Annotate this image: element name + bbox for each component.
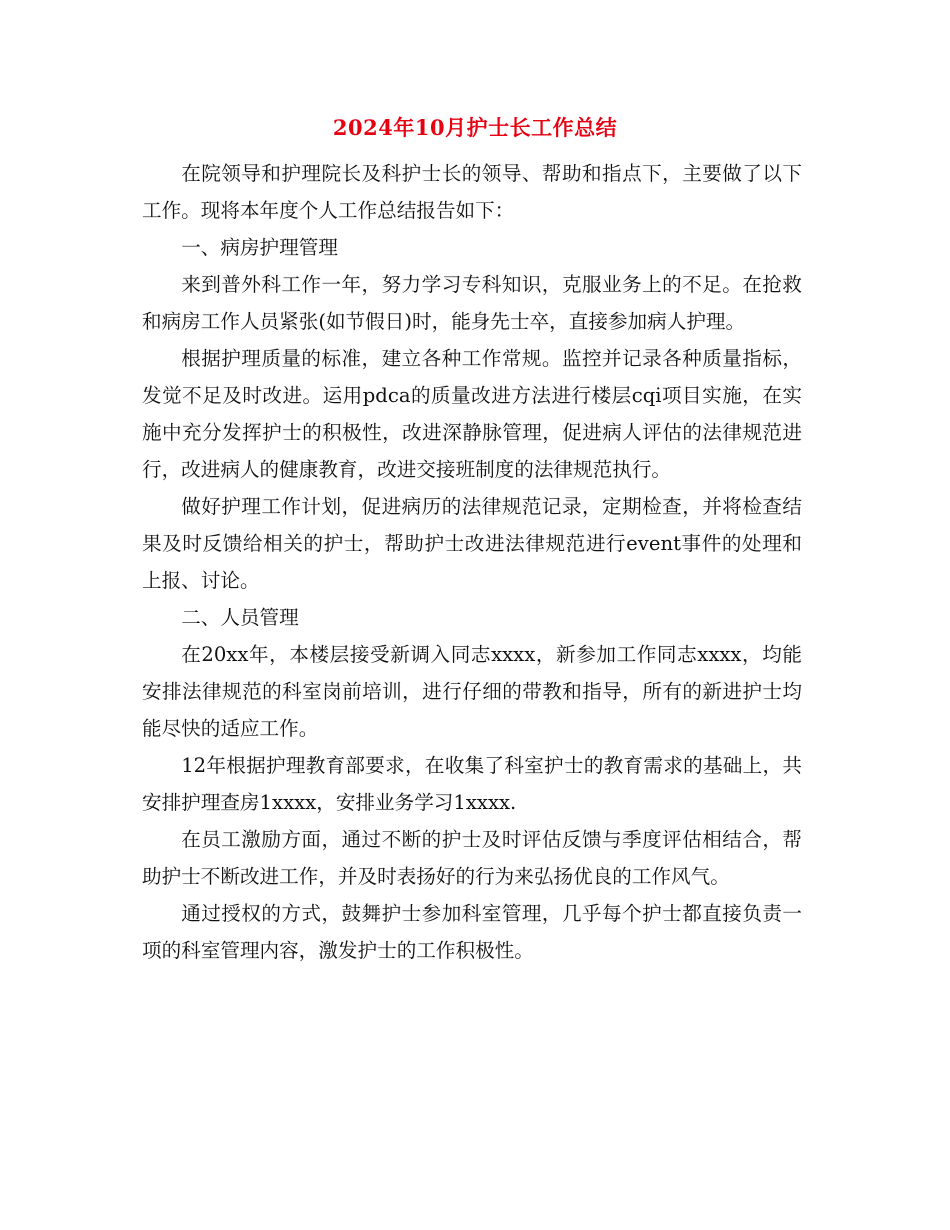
paragraph: 12年根据护理教育部要求，在收集了科室护士的教育需求的基础上，共安排护理查房1xxxx，安排业务学习1xxxx. [142, 754, 802, 814]
document-title: 2024年10月护士长工作总结 [332, 115, 618, 140]
paragraph: 在20xx年，本楼层接受新调入同志xxxx，新参加工作同志xxxx，均能安排法律规范的科室岗前培训，进行仔细的带教和指导，所有的新进护士均能尽快的适应工作。 [142, 643, 802, 740]
paragraph: 做好护理工作计划，促进病历的法律规范记录，定期检查，并将检查结果及时反馈给相关的护士，帮助护士改进法律规范进行event事件的处理和上报、讨论。 [142, 495, 802, 592]
paragraph: 根据护理质量的标准，建立各种工作常规。监控并记录各种质量指标，发觉不足及时改进。运用pdca的质量改进方法进行楼层cqi项目实施，在实施中充分发挥护士的积极性，改进深静脉管理，促进病人评估的法律规范进行，改进病人的健康教育，改进交接班制度的法律规范执行。 [142, 347, 802, 481]
paragraph: 来到普外科工作一年，努力学习专科知识，克服业务上的不足。在抢救和病房工作人员紧张(如节假日)时，能身先士卒，直接参加病人护理。 [142, 273, 802, 333]
document-body [142, 155, 802, 969]
paragraph: 通过授权的方式，鼓舞护士参加科室管理，几乎每个护士都直接负责一项的科室管理内容，激发护士的工作积极性。 [142, 902, 802, 962]
section-heading-ward-management: 一、病房护理管理 [181, 236, 338, 259]
paragraph-intro: 在院领导和护理院长及科护士长的领导、帮助和指点下，主要做了以下工作。现将本年度个人工作总结报告如下： [142, 162, 802, 222]
paragraph: 在员工激励方面，通过不断的护士及时评估反馈与季度评估相结合，帮助护士不断改进工作，并及时表扬好的行为来弘扬优良的工作风气。 [142, 828, 802, 888]
section-heading-staff-management: 二、人员管理 [181, 606, 299, 629]
